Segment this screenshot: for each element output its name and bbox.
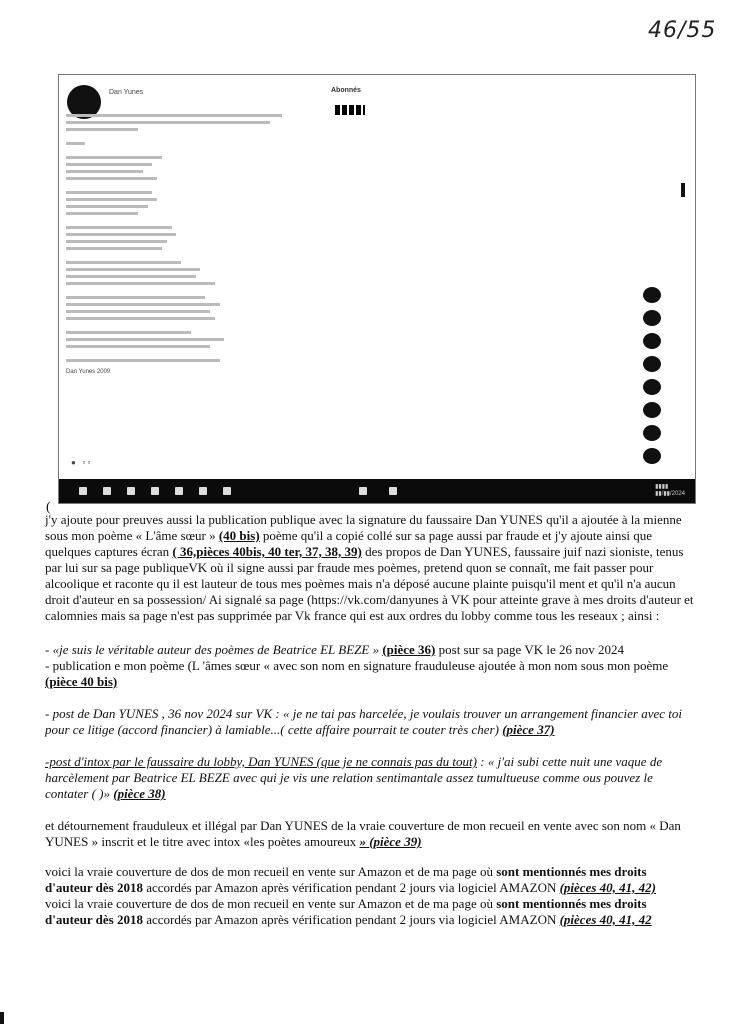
app-icon: [643, 310, 661, 326]
item-piece-38: -post d'intox par le faussaire du lobby, Dan YUNES (que je ne connais pas du tout) : « j'ai subi cette nuit une vaque de harcèlement par Beatrice EL BEZE avec qui je vis une relation sentimantale assez tumultueuse comme ous pouvez le contater ( )» (pièce 38): [45, 754, 663, 801]
scroll-marker: [681, 183, 685, 197]
app-icon: [643, 356, 661, 372]
app-icon: [643, 402, 661, 418]
subscribers-label: Abonnés: [331, 87, 361, 94]
paragraph-evidence: j'y ajoute pour preuves aussi la publication publique avec la signature du faussaire Dan YUNES qu'il a ajoutée à la mienne sous mon poème « L'âme sœur » (40 bis) poème qu'il a copié collé sur sa page aussi par fraude et j'y ajoute ainsi que quelques captures écran ( 36,pièces 40bis, 40 ter, 37, 38, 39) des propos de Dan YUNES, faussaire juif nazi sioniste, tenus par lui sur sa page publiqueVK où il signe aussi par fraude mes poèmes, pretend quon se connaît, me fait passer pour alcoolique et raconte qu il est lauteur de tous mes poèmes mais n'a déposé aucune plainte puisqu'il ment et qu'il n'a aucun droit d'auteur en sa possession/ Ai signalé sa page (https://vk.com/danyunes à VK pour atteinte grave à mes droits d'auteur et calomnies mais sa page n'est pas supprimée par Vk france qui est aux ordres du lobby comme tous les reseaux ; ainsi :: [45, 512, 694, 623]
taskbar-icon: [127, 487, 135, 495]
app-icon: [643, 425, 661, 441]
taskbar-icon: [79, 487, 87, 495]
letter-body: [45, 512, 695, 928]
item-piece-39: et détournement frauduleux et illégal par Dan YUNES de la vraie couverture de mon recueil en vente avec son nom « Dan YUNES » inscrit et le titre avec intox «les poètes amoureux » (pièce 39): [45, 818, 681, 849]
app-icon: [643, 379, 661, 395]
taskbar-icon: [103, 487, 111, 495]
app-icon: [643, 448, 661, 464]
vk-screenshot: [58, 74, 696, 504]
screenshot-footer-text: Dan Yunes 2009: [66, 369, 111, 375]
taskbar-icon: [223, 487, 231, 495]
subscriber-avatars: [335, 105, 365, 115]
scan-edge-mark: [0, 1012, 4, 1024]
vk-link[interactable]: (https://vk.com/danyunes: [306, 592, 439, 607]
username: Dan Yunes: [109, 89, 144, 96]
item-pieces-40-42-a: voici la vraie couverture de dos de mon recueil en vente sur Amazon et de ma page où sont mentionnés mes droits d'auteur dès 2018 accordés par Amazon après vérification pendant 2 jours via logiciel AMAZON (pièces 40, 41, 42): [45, 864, 656, 895]
taskbar-icon: [151, 487, 159, 495]
item-pieces-40-42-b: voici la vraie couverture de dos de mon recueil en vente sur Amazon et de ma page où sont mentionnés mes droits d'auteur dès 2018 accordés par Amazon après vérification pendant 2 jours via logiciel AMAZON (pièces 40, 41, 42: [45, 896, 652, 927]
bracket-mark: (: [46, 500, 51, 515]
taskbar-icon: [175, 487, 183, 495]
like-icon: ● ▫ ▫: [71, 458, 91, 467]
item-piece-40bis: - publication e mon poème (L 'âmes sœur « avec son nom en signature frauduleuse ajoutée à mon nom sous mon poème (pièce 40 bis): [45, 658, 669, 689]
windows-taskbar: [59, 479, 695, 503]
poem-text-blur: [66, 111, 306, 377]
item-piece-36: - «je suis le véritable auteur des poèmes de Beatrice EL BEZE » (pièce 36) post sur sa page VK le 26 nov 2024: [45, 642, 624, 657]
app-icon: [643, 287, 661, 303]
taskbar-icon: [359, 487, 367, 495]
app-icon: [643, 333, 661, 349]
taskbar-clock: ▮▮▮▮ ▮▮/▮▮/2024: [655, 484, 685, 497]
taskbar-icon: [389, 487, 397, 495]
item-piece-37: - post de Dan YUNES , 36 nov 2024 sur VK : « je ne tai pas harcelée, je voulais trouver un arrangement financier avec toi pour ce litige (accord financier) à lamiable...( cette affaire pourrait te couter très cher) (pièce 37): [45, 706, 683, 737]
vk-sidebar-icons: [643, 287, 665, 471]
page-number: 46/55: [648, 18, 717, 43]
taskbar-icon: [199, 487, 207, 495]
